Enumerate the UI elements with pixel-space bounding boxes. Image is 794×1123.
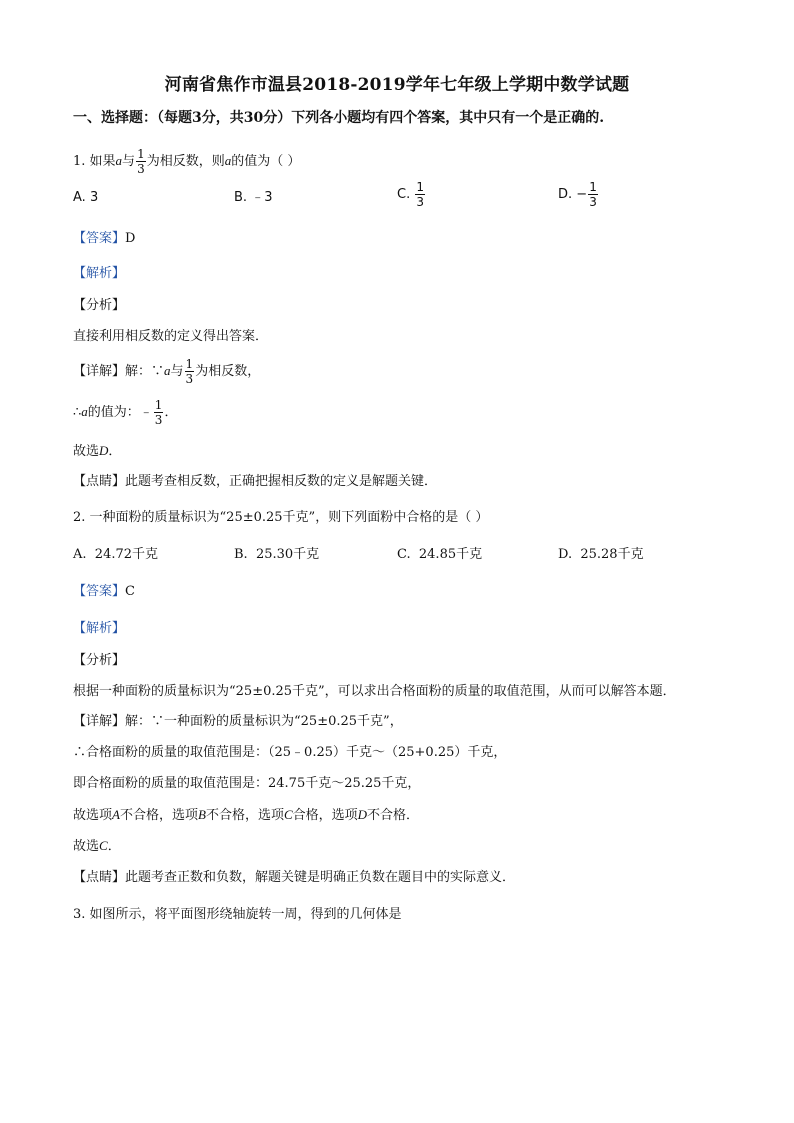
q2-answer [73, 583, 135, 601]
q1-analysis-tag: 【解析】 [73, 266, 126, 281]
option-text: ﹣3 [251, 190, 273, 205]
q2-detail [73, 713, 403, 731]
q2-analysis-tag: 【解析】 [73, 621, 126, 636]
section-heading: 一、选择题：（每题3分，共30分）下列各小题均有四个答案，其中只有一个是正确的. [73, 110, 605, 126]
q2-option-d [558, 546, 644, 564]
fraction-one-third [415, 180, 425, 209]
fraction-numerator: 1 [154, 398, 163, 412]
answer-tag: 【答案】 [73, 231, 126, 246]
fraction-numerator: 1 [137, 147, 145, 161]
option-letter: B [197, 807, 206, 822]
comment-tag: 【点睛】 [73, 870, 126, 885]
option-label: D. [558, 187, 573, 202]
q2-choose [73, 837, 121, 856]
q1-stem-pre: 1. 如果 [73, 154, 116, 169]
therefore-symbol: ∴ [73, 405, 82, 420]
q2-option-b [234, 546, 319, 564]
q1-option-d [558, 180, 599, 209]
option-text: 25.30千克 [255, 547, 320, 562]
q1-option-b [234, 189, 272, 207]
choose-end: ． [107, 839, 121, 854]
line4-b: 不合格，选项 [119, 808, 198, 823]
detail-mid: 与 [170, 364, 184, 379]
fraction-denominator: 3 [589, 195, 597, 209]
fraction-one-third [154, 398, 164, 427]
answer-value: D [125, 231, 136, 246]
fraction-denominator: 3 [185, 372, 194, 386]
line4-a: 故选项 [73, 808, 113, 823]
q1-fenxi-tag: 【分析】 [73, 298, 126, 313]
page-title: 河南省焦作市温县2018-2019学年七年级上学期中数学试题 [164, 75, 630, 95]
choose-letter: D [99, 443, 109, 458]
q1-option-a [73, 189, 98, 207]
option-letter: A [112, 807, 120, 822]
var-a: a [224, 153, 232, 168]
question-3-stem: 3. 如图所示，将平面图形绕轴旋转一周，得到的几何体是 [73, 907, 402, 922]
option-letter: C [283, 807, 293, 822]
fraction-denominator: 3 [154, 413, 163, 427]
q1-choose [73, 442, 121, 461]
q2-fenxi-text: 根据一种面粉的质量标识为“25±0.25千克”，可以求出合格面粉的质量的取值范围，从而可以解答本题． [73, 684, 676, 699]
q1-stem-end: 的值为（ ） [231, 154, 301, 169]
q2-option-a [73, 546, 158, 564]
q1-comment [73, 473, 437, 491]
fraction-one-third [588, 180, 598, 209]
fraction-one-third [136, 147, 146, 176]
q1-answer [73, 230, 135, 248]
var-a: a [115, 153, 123, 168]
q1-stem-post: 为相反数，则 [146, 154, 225, 169]
fraction-numerator: 1 [589, 180, 597, 194]
q2-option-c [397, 546, 482, 564]
answer-value: C [125, 584, 135, 599]
q2-line-2: ∴合格面粉的质量的取值范围是：（25﹣0.25）千克～（25+0.25）千克， [73, 745, 507, 760]
choose-pre: 故选 [73, 839, 100, 854]
q2-comment [73, 869, 515, 887]
option-label: B. [234, 547, 248, 562]
fraction-denominator: 3 [137, 162, 145, 176]
option-text: 24.72千克 [94, 547, 159, 562]
line4-d: 合格，选项 [292, 808, 358, 823]
option-letter: D [357, 807, 368, 822]
comment-text: 此题考查正数和负数，解题关键是明确正负数在题目中的实际意义． [125, 870, 516, 885]
var-a: a [81, 404, 88, 419]
answer-tag: 【答案】 [73, 584, 126, 599]
option-label: B. [234, 190, 248, 205]
q2-fenxi-tag: 【分析】 [73, 653, 126, 668]
option-text: 3 [89, 190, 99, 205]
fraction-denominator: 3 [416, 195, 424, 209]
detail-pre: 解：∵ [125, 364, 165, 379]
fraction-numerator: 1 [416, 180, 424, 194]
therefore-end: ． [164, 405, 178, 420]
q1-option-c [397, 180, 426, 209]
detail-text: 解：∵一种面粉的质量标识为“25±0.25千克”， [125, 714, 403, 729]
question-2-stem: 2. 一种面粉的质量标识为“25±0.25千克”，则下列面粉中合格的是（ ） [73, 510, 489, 525]
q1-detail [73, 357, 260, 386]
comment-tag: 【点睛】 [73, 474, 126, 489]
fraction-one-third [185, 357, 195, 386]
minus-sign: − [576, 187, 588, 202]
question-1-stem [73, 147, 300, 176]
detail-tag: 【详解】 [73, 714, 126, 729]
choose-letter: C [99, 838, 108, 853]
line4-c: 不合格，选项 [205, 808, 284, 823]
q2-line-4 [73, 806, 419, 825]
choose-end: ． [108, 444, 122, 459]
option-text: 24.85千克 [418, 547, 483, 562]
q1-stem-mid: 与 [122, 154, 136, 169]
option-label: A. [73, 190, 86, 205]
fraction-numerator: 1 [185, 357, 194, 371]
option-label: D. [558, 547, 573, 562]
comment-text: 此题考查相反数，正确把握相反数的定义是解题关键． [125, 474, 438, 489]
q1-fenxi-text: 直接利用相反数的定义得出答案． [73, 329, 269, 344]
option-label: C. [397, 547, 411, 562]
detail-post: 为相反数， [195, 364, 261, 379]
choose-pre: 故选 [73, 444, 100, 459]
option-text: 25.28千克 [580, 547, 644, 562]
q1-therefore [73, 398, 177, 427]
var-a: a [164, 363, 171, 378]
detail-tag: 【详解】 [73, 364, 126, 379]
option-label: A. [73, 547, 87, 562]
option-label: C. [397, 187, 411, 202]
q2-line-3: 即合格面粉的质量的取值范围是：24.75千克～25.25千克， [73, 776, 421, 791]
line4-e: 不合格． [367, 808, 420, 823]
therefore-mid: 的值为：﹣ [87, 405, 153, 420]
